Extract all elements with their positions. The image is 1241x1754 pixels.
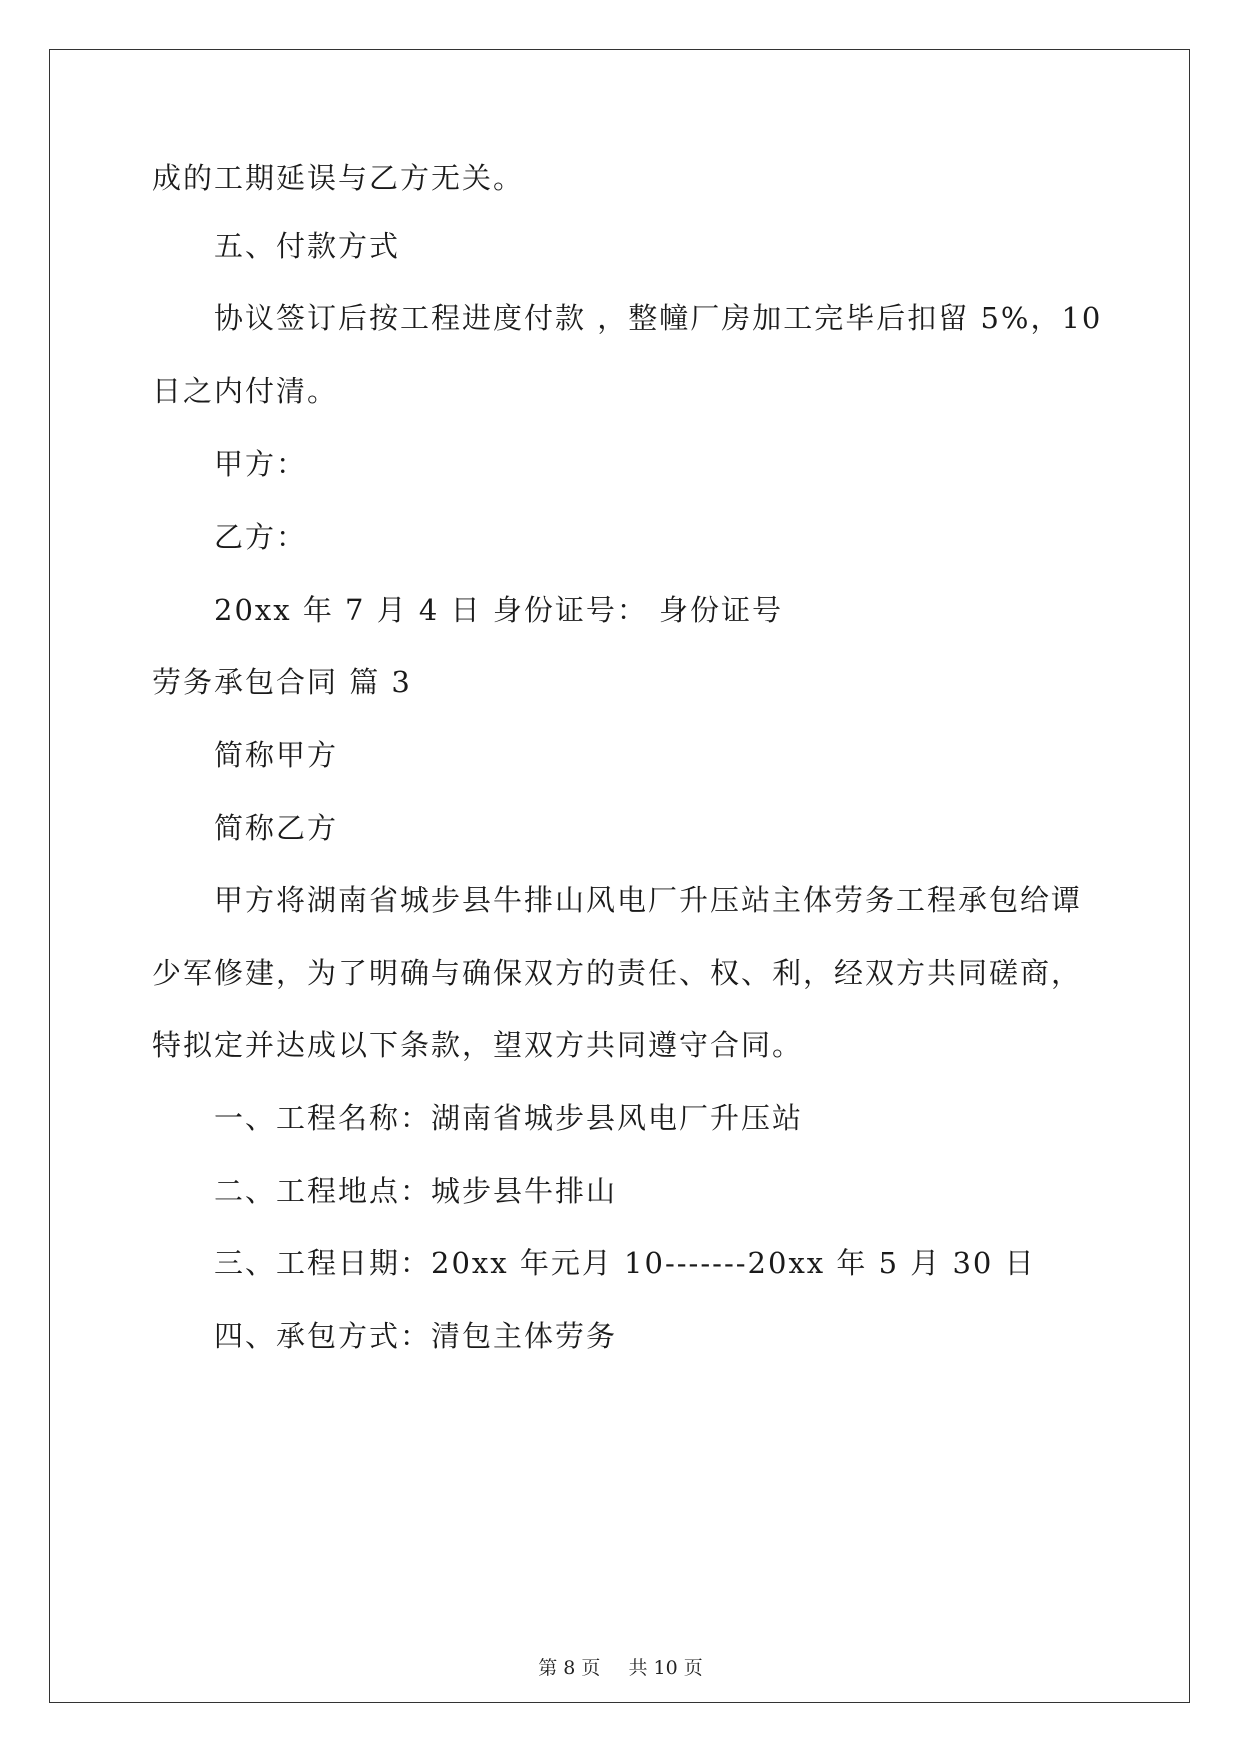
- date-id-line: 20xx 年 7 月 4 日 身份证号： 身份证号: [214, 593, 784, 627]
- clause-project-name: 一、工程名称：湖南省城步县风电厂升压站: [214, 1101, 804, 1135]
- clause-project-dates: 三、工程日期：20xx 年元月 10-------20xx 年 5 月 30 日: [214, 1246, 1036, 1280]
- abbr-party-a: 简称甲方: [214, 738, 339, 772]
- text-line-12: 少军修建，为了明确与确保双方的责任、权、利，经双方共同磋商，: [152, 956, 1083, 990]
- page-number-total: 共 10 页: [628, 1657, 703, 1679]
- clause-contract-method: 四、承包方式：清包主体劳务: [214, 1319, 618, 1353]
- page-number-current: 第 8 页: [538, 1657, 601, 1679]
- text-line-1: 成的工期延误与乙方无关。: [152, 161, 525, 195]
- text-line-3: 协议签订后按工程进度付款 ，整幢厂房加工完毕后扣留 5%，10: [214, 301, 1103, 335]
- text-line-11: 甲方将湖南省城步县牛排山风电厂升压站主体劳务工程承包给谭: [214, 883, 1083, 917]
- party-b-label: 乙方：: [214, 520, 308, 554]
- party-a-label: 甲方：: [214, 447, 308, 481]
- section-title: 劳务承包合同 篇 3: [152, 665, 412, 699]
- page-footer: [0, 1656, 1241, 1680]
- abbr-party-b: 简称乙方: [214, 811, 339, 845]
- clause-project-location: 二、工程地点：城步县牛排山: [214, 1174, 618, 1208]
- text-line-13: 特拟定并达成以下条款，望双方共同遵守合同。: [152, 1028, 804, 1062]
- section-heading-payment: 五、付款方式: [214, 229, 401, 263]
- text-line-4: 日之内付清。: [152, 374, 339, 408]
